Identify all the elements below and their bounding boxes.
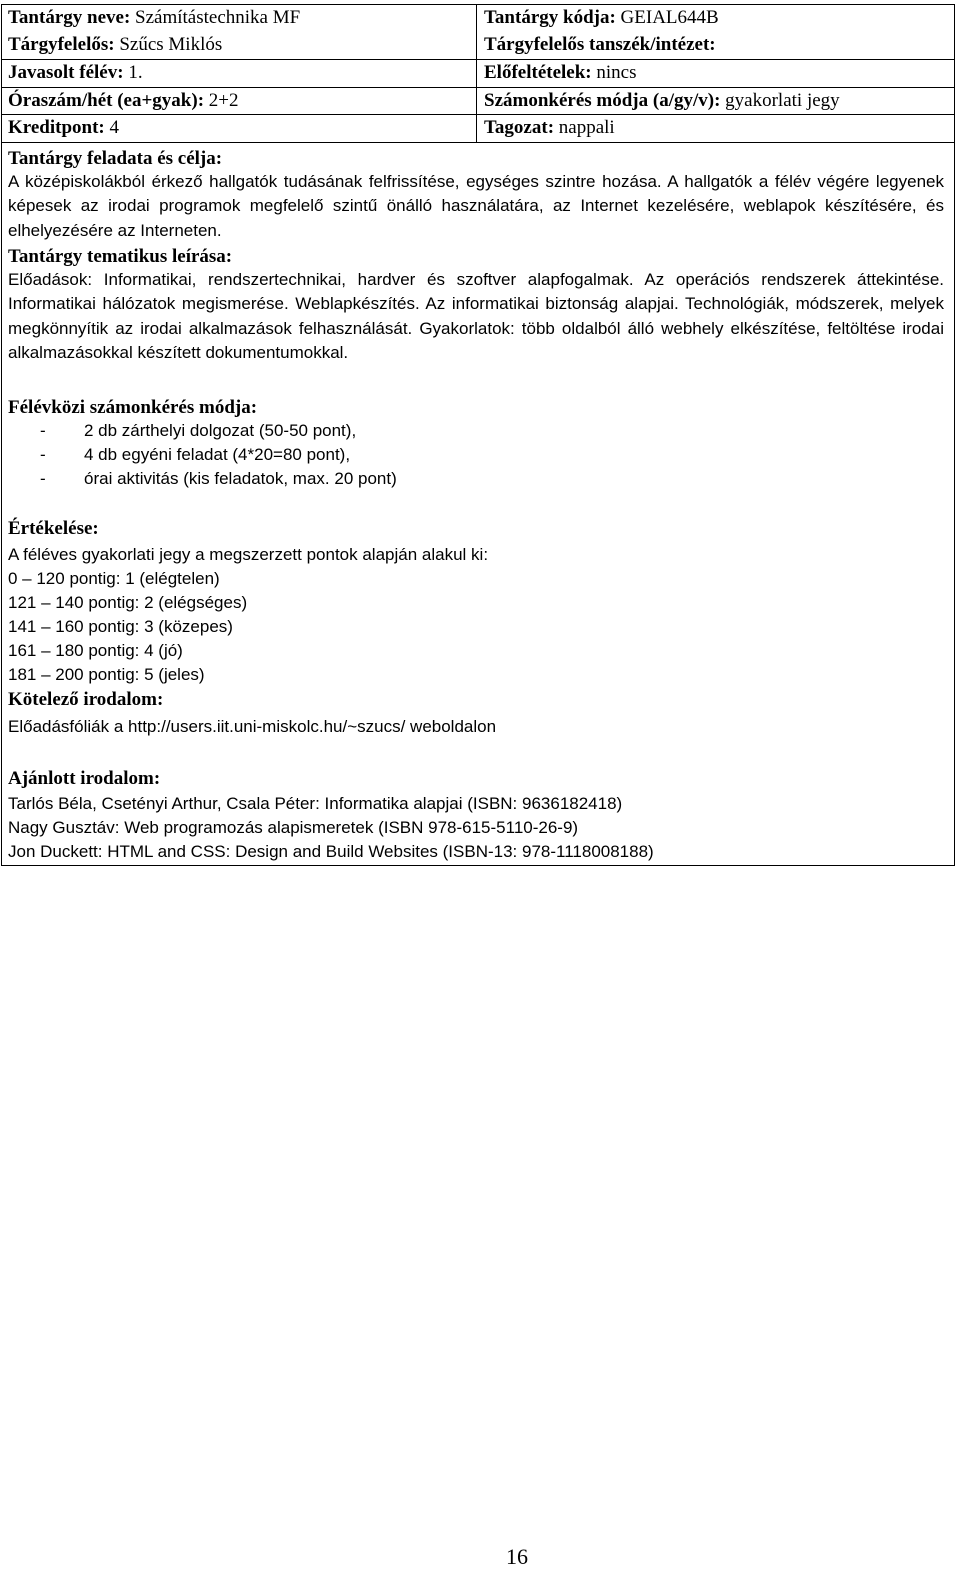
page-number: 16 (506, 1544, 528, 1569)
grade-line: 121 – 140 pontig: 2 (elégséges) (8, 593, 248, 612)
recommended-literature-item: Tarlós Béla, Csetényi Arthur, Csala Péter: Informatika alapjai (ISBN: 9636182418) (8, 794, 623, 813)
responsible-cell (8, 31, 222, 58)
course-code-cell (484, 4, 719, 31)
hours-cell (8, 87, 239, 114)
responsible-label: Tárgyfelelős: (8, 34, 115, 55)
bullet-dash: - (40, 445, 46, 464)
midterm-heading: Félévközi számonkérés módja: (8, 397, 258, 418)
assessment-label: Számonkérés módja (a/gy/v): (484, 90, 721, 111)
semester-cell (8, 59, 143, 86)
course-code-value: GEIAL644B (620, 7, 719, 28)
table-rule (1, 114, 955, 115)
grade-line: 0 – 120 pontig: 1 (elégtelen) (8, 569, 220, 588)
grade-line: 161 – 180 pontig: 4 (jó) (8, 641, 183, 660)
course-name-cell (8, 4, 300, 31)
recommended-literature-heading: Ajánlott irodalom: (8, 768, 161, 789)
bullet-dash: - (40, 421, 46, 440)
department-cell (484, 31, 716, 58)
assessment-cell (484, 87, 840, 114)
goal-text: A középiskolákból érkező hallgatók tudásának felfrissítése, egységes szintre hozása. A hallgatók a félév végére legyenek képesek az irodai programok megfelelő szintű önálló használatára, az Internet kezelésére, weblapok készítésére, és elhelyezésére az Interneten. (8, 172, 944, 240)
hours-value: 2+2 (208, 90, 239, 111)
recommended-literature-item: Jon Duckett: HTML and CSS: Design and Build Websites (ISBN-13: 978-1118008188) (8, 842, 654, 861)
goal-heading: Tantárgy feladata és célja: (8, 148, 223, 169)
prerequisites-cell (484, 59, 636, 86)
mode-label: Tagozat: (484, 117, 555, 138)
mode-value: nappali (558, 117, 615, 138)
course-name-label: Tantárgy neve: (8, 7, 131, 28)
table-column-divider (476, 4, 477, 142)
assessment-value: gyakorlati jegy (725, 90, 840, 111)
responsible-value: Szűcs Miklós (119, 34, 223, 55)
semester-label: Javasolt félév: (8, 62, 124, 83)
recommended-literature-item: Nagy Gusztáv: Web programozás alapismeretek (ISBN 978-615-5110-26-9) (8, 818, 579, 837)
syllabus-text: Előadások: Informatikai, rendszertechnikai, hardver és szoftver alapfogalmak. Az operációs rendszerek áttekintése. Informatikai hálózatok megismerése. Weblapkészítés. Az informatikai biztonság alapjai. Technológiák, módszerek, melyek megkönnyítik az irodai alkalmazások felhasználását. Gyakorlatok: több oldalból álló webhely elkészítése, feltöltése irodai alkalmazásokkal készített dokumentumokkal. (8, 270, 944, 362)
syllabus-heading: Tantárgy tematikus leírása: (8, 246, 233, 267)
hours-label: Óraszám/hét (ea+gyak): (8, 90, 205, 111)
course-name-value: Számítástechnika MF (135, 7, 301, 28)
table-rule (1, 142, 955, 143)
prerequisites-label: Előfeltételek: (484, 62, 592, 83)
semester-value: 1. (128, 62, 143, 83)
credits-value: 4 (109, 117, 120, 138)
bullet-dash: - (40, 469, 46, 488)
required-literature-heading: Kötelező irodalom: (8, 689, 164, 710)
table-rule (1, 59, 955, 60)
grade-line: 141 – 160 pontig: 3 (közepes) (8, 617, 233, 636)
required-literature-text: Előadásfóliák a http://users.iit.uni-miskolc.hu/~szucs/ weboldalon (8, 717, 497, 736)
credits-label: Kreditpont: (8, 117, 105, 138)
midterm-item: 2 db zárthelyi dolgozat (50-50 pont), (84, 421, 357, 440)
evaluation-heading: Értékelése: (8, 518, 99, 539)
grade-line: 181 – 200 pontig: 5 (jeles) (8, 665, 205, 684)
mode-cell (484, 114, 615, 141)
midterm-item: órai aktivitás (kis feladatok, max. 20 pont) (84, 469, 397, 488)
midterm-item: 4 db egyéni feladat (4*20=80 pont), (84, 445, 351, 464)
prerequisites-value: nincs (596, 62, 637, 83)
course-code-label: Tantárgy kódja: (484, 7, 616, 28)
evaluation-intro: A féléves gyakorlati jegy a megszerzett pontok alapján alakul ki: (8, 545, 489, 564)
department-label: Tárgyfelelős tanszék/intézet: (484, 34, 716, 55)
credits-cell (8, 114, 119, 141)
